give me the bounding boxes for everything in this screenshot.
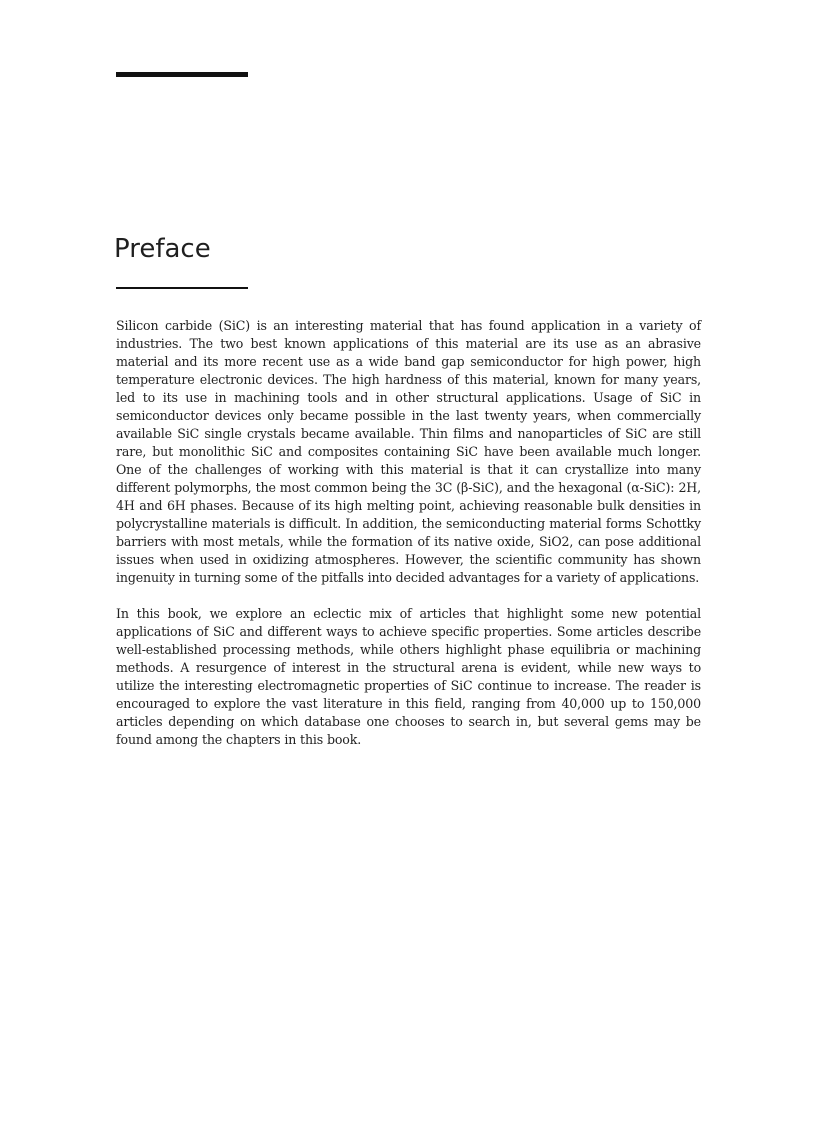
title-underline-rule [116,287,248,289]
preface-body [116,317,701,749]
page-title: Preface [114,234,211,264]
paragraph: Silicon carbide (SiC) is an interesting material that has found application in a variety of industries. The two best known applications of this material are its use as an abrasive material and its more recent use as a wide band gap semiconductor for high power, high temperature electronic devices. The high hardness of this material, known for many years, led to its use in machining tools and in other structural applications. Usage of SiC in semiconductor devices only became possible in the last twenty years, when commercially available SiC single crystals became available. Thin films and nanoparticles of SiC are still rare, but monolithic SiC and composites containing SiC have been available much longer. One of the challenges of working with this material is that it can crystallize into many different polymorphs, the most common being the 3C (β-SiC), and the hexagonal (α-SiC): 2H, 4H and 6H phases. Because of its high melting point, achieving reasonable bulk densities in polycrystalline materials is difficult. In addition, the semiconducting material forms Schottky barriers with most metals, while the formation of its native oxide, SiO2, can pose additional issues when used in oxidizing atmospheres. However, the scientific community has shown ingenuity in turning some of the pitfalls into decided advantages for a variety of applications. [116,318,701,585]
paragraph: In this book, we explore an eclectic mix of articles that highlight some new potential applications of SiC and different ways to achieve specific properties. Some articles describe well-established processing methods, while others highlight phase equilibria or machining methods. A resurgence of interest in the structural arena is evident, while new ways to utilize the interesting electromagnetic properties of SiC continue to increase. The reader is encouraged to explore the vast literature in this field, ranging from 40,000 up to 150,000 articles depending on which database one chooses to search in, but several gems may be found among the chapters in this book. [116,606,701,747]
top-decorative-rule [116,72,248,77]
